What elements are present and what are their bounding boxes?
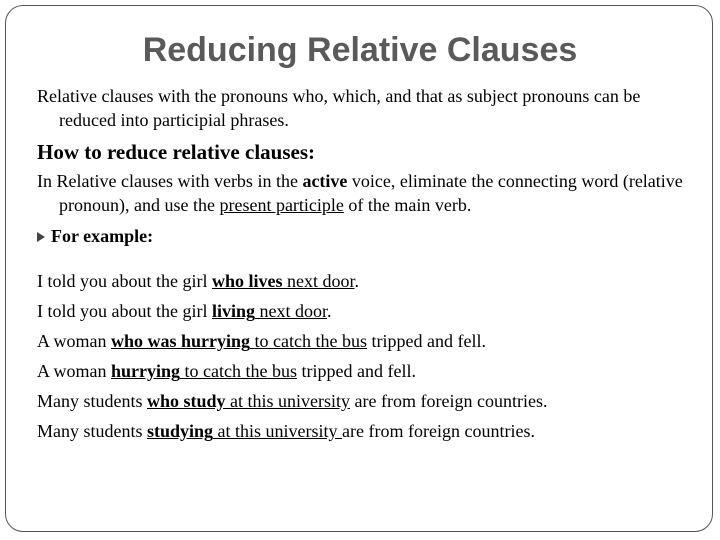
example-underlined: at this university <box>225 391 351 411</box>
example-underlined: next door <box>255 301 327 321</box>
example-post: are from foreign countries. <box>342 421 535 441</box>
example-highlight: living <box>211 301 255 321</box>
rule-active-word: active <box>302 171 348 191</box>
example-pre: Many students <box>37 421 147 441</box>
example-pre: I told you about the girl <box>37 271 212 291</box>
example-sentence-4 <box>37 356 707 386</box>
rule-text-2: voice, eliminate the connecting word (relative pronoun), and use the <box>59 171 683 215</box>
example-highlight: who was hurrying <box>111 331 251 351</box>
rule-text-1: In Relative clauses with verbs in the <box>37 171 303 191</box>
example-bullet-label: For example: <box>51 226 154 246</box>
example-sentence-3 <box>37 326 707 356</box>
example-highlight: studying <box>147 421 214 441</box>
example-post: . <box>327 301 332 321</box>
example-sentence-2 <box>37 296 707 326</box>
example-pre: A woman <box>37 361 111 381</box>
example-underlined: to catch the bus <box>180 361 297 381</box>
example-underlined: at this university <box>213 421 343 441</box>
section-heading: How to reduce relative clauses: <box>37 140 315 164</box>
example-post: . <box>354 271 359 291</box>
example-bullet <box>37 224 153 248</box>
intro-paragraph: Relative clauses with the pronouns who, which, and that as subject pronouns can be reduced into participial phrases. <box>37 86 641 130</box>
example-list <box>37 266 707 446</box>
example-sentence-6 <box>37 416 707 446</box>
example-post: are from foreign countries. <box>350 391 548 411</box>
example-underlined: to catch the bus <box>250 331 367 351</box>
example-highlight: hurrying <box>111 361 181 381</box>
example-post: tripped and fell. <box>367 331 486 351</box>
bullet-arrow-icon <box>37 232 45 242</box>
rule-present-participle: present participle <box>219 195 344 215</box>
rule-paragraph <box>37 169 697 217</box>
example-post: tripped and fell. <box>296 361 416 381</box>
example-underlined: next door <box>282 271 355 291</box>
example-pre: Many students <box>37 391 147 411</box>
example-sentence-1 <box>37 266 707 296</box>
example-highlight: who lives <box>211 271 283 291</box>
example-sentence-5 <box>37 386 707 416</box>
example-pre: A woman <box>37 331 111 351</box>
slide-title: Reducing Relative Clauses <box>142 31 578 69</box>
rule-text-3: of the main verb. <box>343 195 472 215</box>
example-pre: I told you about the girl <box>37 301 212 321</box>
example-highlight: who study <box>147 391 226 411</box>
